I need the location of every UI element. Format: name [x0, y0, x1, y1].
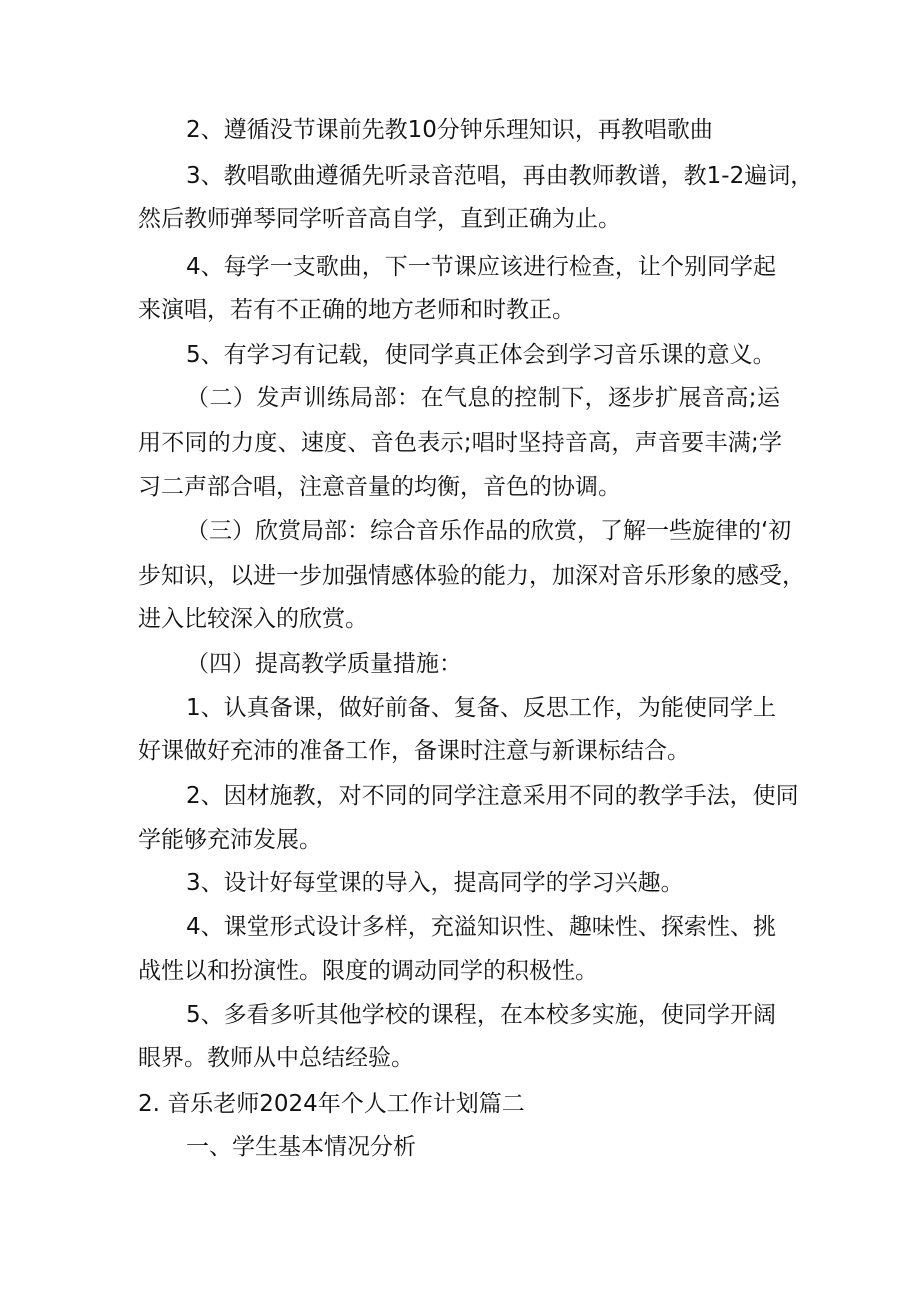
paragraph-line: 进入比较深入的欣赏。	[138, 606, 368, 632]
paragraph-line: 然后教师弹琴同学听音高自学，直到正确为止。	[138, 206, 621, 232]
paragraph-line: （三）欣赏局部：综合音乐作品的欣赏，了解一些旋律的‘初	[186, 518, 792, 544]
paragraph-line: 5、多看多听其他学校的课程，在本校多实施，使同学开阔	[186, 1002, 776, 1028]
paragraph-line: 1、认真备课，做好前备、复备、反思工作，为能使同学上	[186, 695, 776, 721]
paragraph-line: 用不同的力度、速度、音色表示;唱时坚持音高，声音要丰满;学	[138, 430, 782, 456]
paragraph-line: 战性以和扮演性。限度的调动同学的积极性。	[138, 958, 598, 984]
paragraph-line: 4、课堂形式设计多样，充溢知识性、趣味性、探索性、挑	[186, 914, 776, 940]
paragraph-line: 3、设计好每堂课的导入，提高同学的学习兴趣。	[186, 870, 684, 896]
paragraph-line: 学能够充沛发展。	[138, 827, 322, 853]
paragraph-line: 5、有学习有记载，使同学真正体会到学习音乐课的意义。	[186, 342, 776, 368]
paragraph-line: 4、每学一支歌曲，下一节课应该进行检查，让个别同学起	[186, 254, 776, 280]
paragraph-line: 好课做好充沛的准备工作，备课时注意与新课标结合。	[138, 738, 690, 764]
paragraph-line: 步知识，以进一步加强情感体验的能力，加深对音乐形象的感受，	[138, 563, 805, 589]
section-heading: 一、学生基本情况分析	[186, 1134, 416, 1160]
section-title: 2. 音乐老师2024年个人工作计划篇二	[138, 1091, 525, 1117]
paragraph-line: 2、遵循没节课前先教10分钟乐理知识，再教唱歌曲	[186, 117, 713, 143]
paragraph-line: 3、教唱歌曲遵循先听录音范唱，再由教师教谱，教1-2遍词，	[186, 163, 814, 189]
paragraph-line: 眼界。教师从中总结经验。	[138, 1045, 414, 1071]
paragraph-line: 来演唱，若有不正确的地方老师和时教正。	[138, 297, 575, 323]
paragraph-line: 习二声部合唱，注意音量的均衡，音色的协调。	[138, 474, 621, 500]
paragraph-line: （二）发声训练局部：在气息的控制下，逐步扩展音高;运	[186, 385, 780, 411]
paragraph-line: 2、因材施教，对不同的同学注意采用不同的教学手法，使同	[186, 783, 799, 809]
section-heading: （四）提高教学质量措施：	[186, 651, 462, 677]
